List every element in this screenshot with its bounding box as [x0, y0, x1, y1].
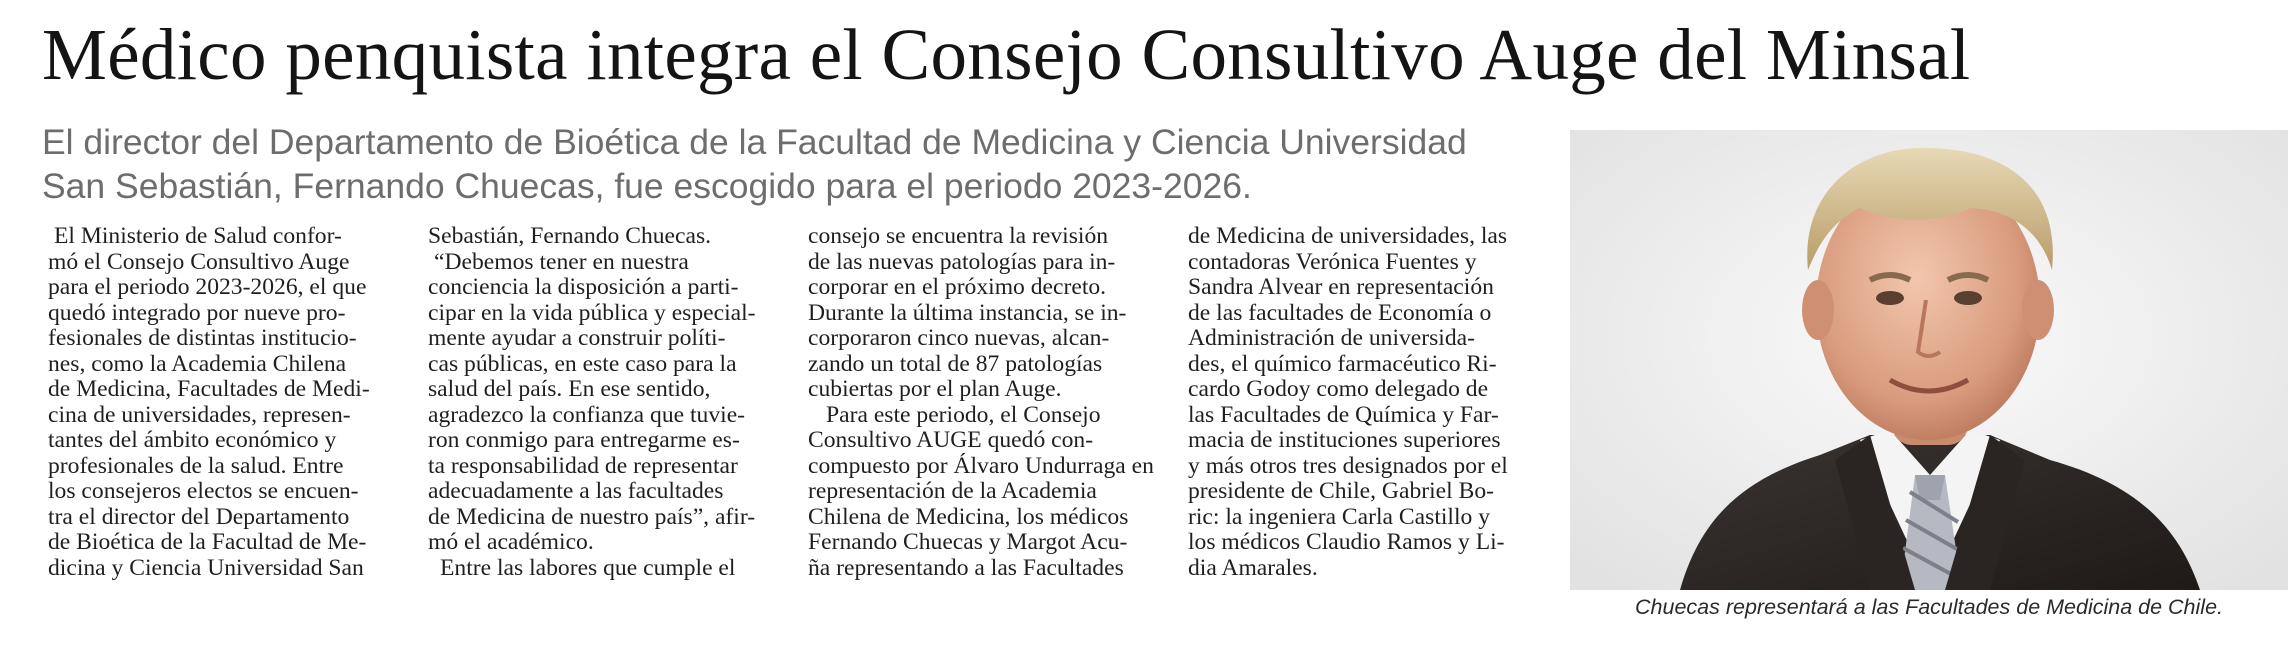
body-line: cardo Godoy como delegado de — [1188, 376, 1489, 402]
headline: Médico penquista integra el Consejo Consultivo Auge del Minsal — [42, 14, 1971, 95]
portrait-photo — [1570, 130, 2288, 590]
body-line: profesionales de la salud. Entre — [48, 452, 344, 479]
deck-line: El director del Departamento de Bioética de la Facultad de Medicina y Ciencia Universidad — [42, 122, 1467, 162]
body-line: Para este periodo, el Consejo — [826, 401, 1101, 428]
body-line: tantes del ámbito económico y — [48, 427, 337, 453]
body-line: presidente de Chile, Gabriel Bo- — [1188, 478, 1494, 504]
body-line: Administración de universida- — [1188, 325, 1475, 351]
body-line: cipar en la vida pública y especial- — [428, 299, 756, 326]
body-line: ta responsabilidad de representar — [428, 452, 738, 479]
body-line: ric: la ingeniera Carla Castillo y — [1188, 503, 1491, 530]
deck-line: San Sebastián, Fernando Chuecas, fue escogido para el periodo 2023-2026. — [42, 166, 1252, 206]
body-line: salud del país. En ese sentido, — [428, 376, 711, 402]
body-line: corporar en el próximo decreto. — [808, 274, 1107, 300]
body-line: tra el director del Departamento — [48, 503, 350, 530]
body-line: mó el académico. — [428, 529, 594, 555]
body-line: cas públicas, en este caso para la — [428, 350, 737, 377]
body-line: dia Amarales. — [1188, 554, 1318, 581]
body-line: mente ayudar a construir políti- — [428, 325, 726, 351]
body-line: dicina y Ciencia Universidad San — [48, 554, 364, 581]
body-line: representación de la Academia — [808, 478, 1097, 504]
body-line: Sandra Alvear en representación — [1188, 274, 1494, 300]
body-line: de Medicina, Facultades de Medi- — [48, 376, 370, 402]
body-line: cina de universidades, represen- — [48, 401, 351, 428]
body-line: quedó integrado por nueve pro- — [48, 299, 346, 326]
body-line: de las nuevas patologías para in- — [808, 248, 1116, 275]
body-line: de Medicina de universidades, las — [1188, 223, 1508, 249]
body-line: de las facultades de Economía o — [1188, 299, 1492, 326]
body-line: los médicos Claudio Ramos y Li- — [1188, 529, 1505, 555]
body-column-4 — [1188, 224, 1534, 581]
body-line: Chilena de Medicina, los médicos — [808, 503, 1129, 530]
body-line: zando un total de 87 patologías — [808, 350, 1103, 377]
body-line: Sebastián, Fernando Chuecas. — [428, 223, 712, 249]
body-line: Durante la última instancia, se in- — [808, 299, 1127, 326]
body-line: Entre las labores que cumple el — [440, 554, 736, 581]
body-column-3 — [808, 224, 1154, 581]
body-line: consejo se encuentra la revisión — [808, 223, 1109, 249]
body-line: cubiertas por el plan Auge. — [808, 376, 1062, 402]
body-line: El Ministerio de Salud confor- — [54, 223, 342, 249]
body-line: los consejeros electos se encuen- — [48, 478, 359, 504]
body-line: macia de instituciones superiores — [1188, 427, 1501, 453]
portrait-photo-icon — [1570, 130, 2288, 590]
body-line: Fernando Chuecas y Margot Acu- — [808, 529, 1128, 555]
photo-caption: Chuecas representará a las Facultades de Medicina de Chile. — [1635, 595, 2223, 619]
body-line: para el periodo 2023-2026, el que — [48, 274, 367, 300]
body-line: mó el Consejo Consultivo Auge — [48, 248, 350, 275]
body-line: Consultivo AUGE quedó con- — [808, 427, 1094, 453]
body-line: contadoras Verónica Fuentes y — [1188, 248, 1477, 275]
body-column-2 — [428, 224, 774, 581]
body-line: nes, como la Academia Chilena — [48, 350, 347, 377]
body-line: corporaron cinco nuevas, alcan- — [808, 325, 1110, 351]
body-line: compuesto por Álvaro Undurraga en — [808, 452, 1154, 479]
body-line: ña representando a las Facultades — [808, 554, 1124, 581]
body-line: de Medicina de nuestro país”, afir- — [428, 503, 756, 530]
body-line: de Bioética de la Facultad de Me- — [48, 529, 367, 555]
body-line: agradezco la confianza que tuvie- — [428, 401, 746, 428]
deck-subtitle — [42, 120, 1542, 208]
body-line: adecuadamente a las facultades — [428, 478, 724, 504]
body-line: ron conmigo para entregarme es- — [428, 427, 740, 453]
body-line: fesionales de distintas institucio- — [48, 325, 357, 351]
body-line: las Facultades de Química y Far- — [1188, 401, 1499, 428]
body-line: “Debemos tener en nuestra — [434, 248, 689, 275]
body-line: des, el químico farmacéutico Ri- — [1188, 350, 1497, 377]
body-line: y más otros tres designados por el — [1188, 452, 1508, 479]
body-column-1 — [48, 224, 394, 581]
body-line: conciencia la disposición a parti- — [428, 274, 739, 300]
